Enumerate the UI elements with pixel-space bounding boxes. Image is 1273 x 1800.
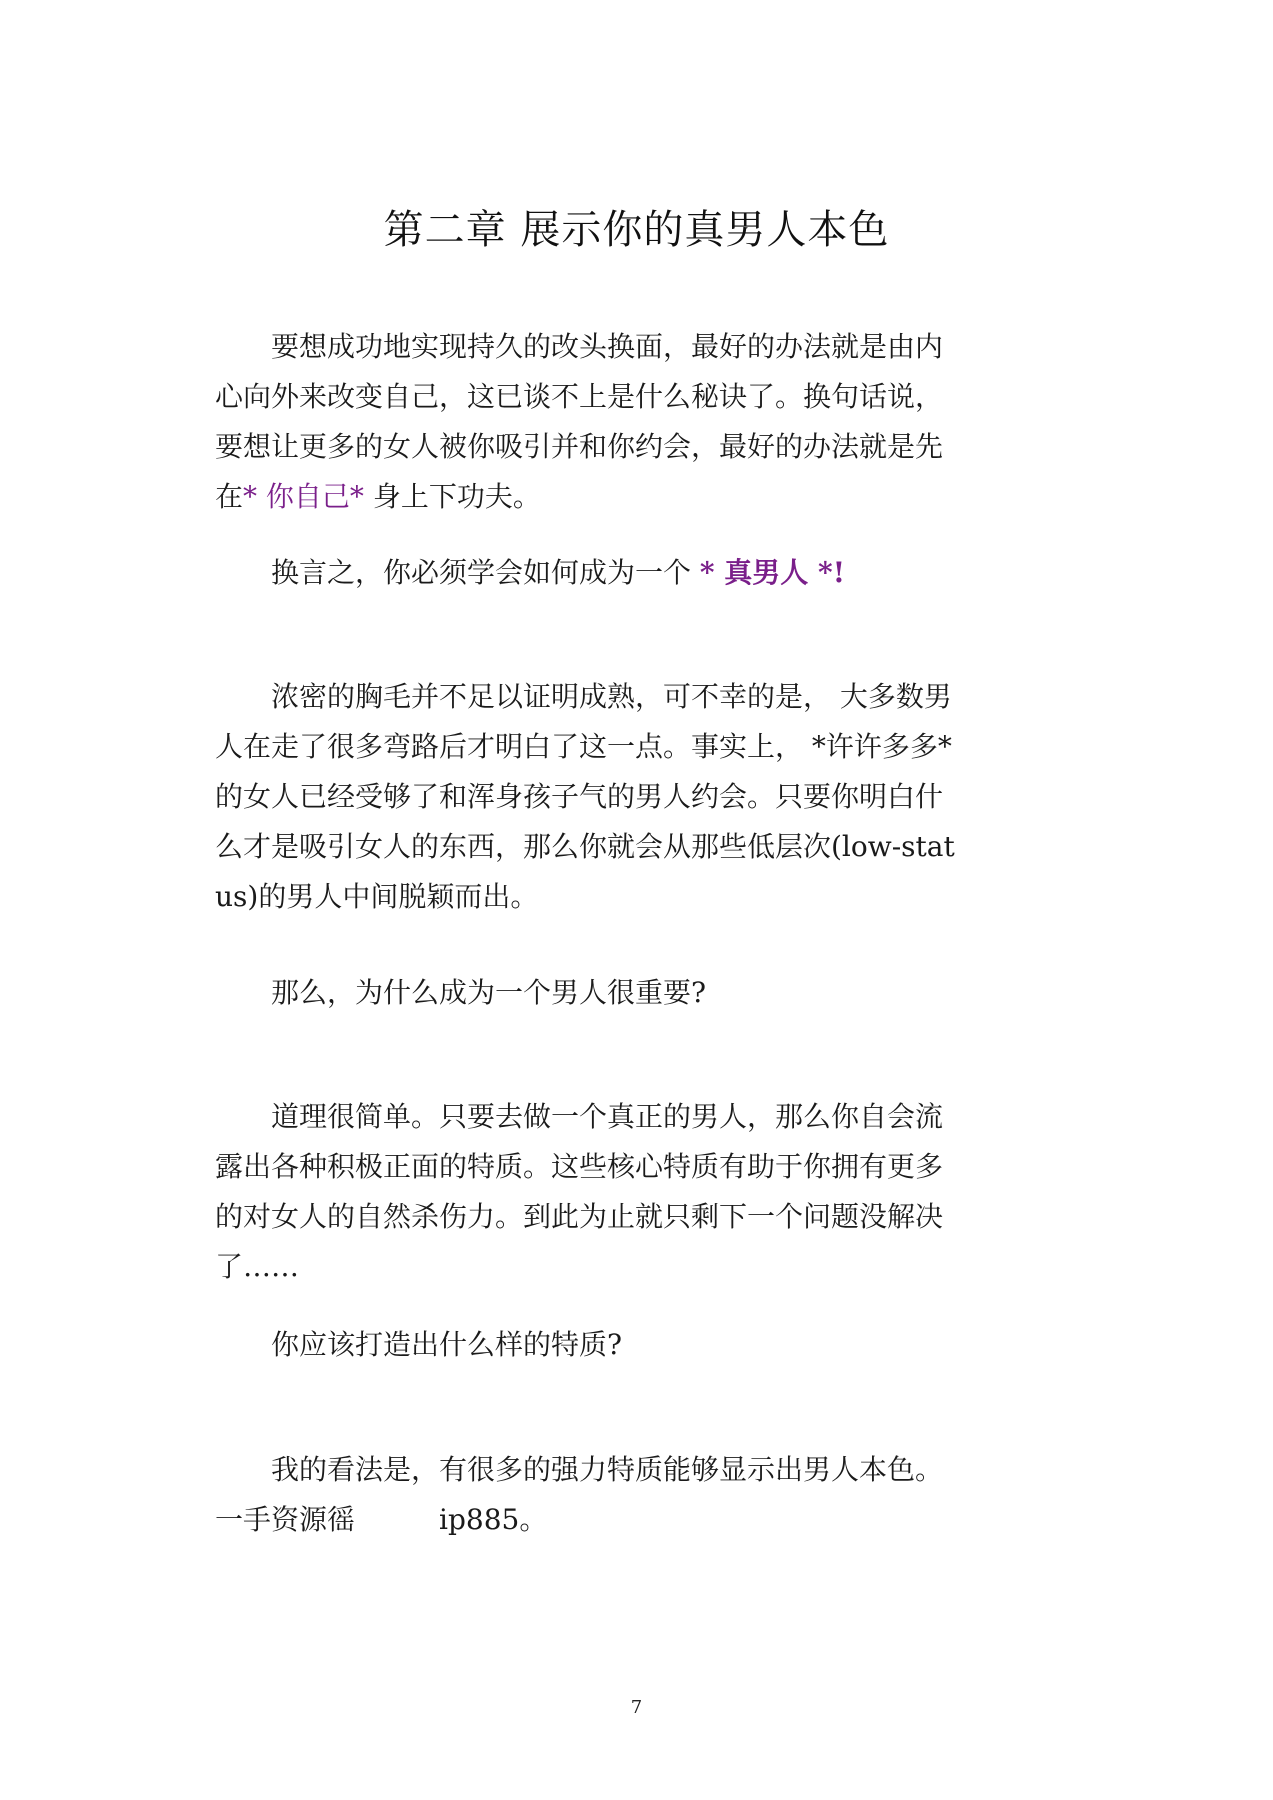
paragraph-2-text: 换言之，你必须学会如何成为一个 xyxy=(271,556,700,589)
paragraph-2-highlight: * 真男人 *! xyxy=(699,556,845,589)
paragraph-2 xyxy=(215,548,955,598)
page-number: 7 xyxy=(630,1697,643,1718)
paragraph-4: 那么，为什么成为一个男人很重要? xyxy=(271,976,707,1009)
paragraph-1-highlight: * 你自己* xyxy=(243,480,364,513)
paragraph-1-text-end: 身上下功夫。 xyxy=(363,480,541,513)
paragraph-7: 我的看法是，有很多的强力特质能够显示出男人本色。一手资源徭 ip885。 xyxy=(215,1453,944,1536)
paragraph-5: 道理很简单。只要去做一个真正的男人，那么你自会流露出各种积极正面的特质。这些核心特质有助于你拥有更多的对女人的自然杀伤力。到此为止就只剩下一个问题没解决了…… xyxy=(215,1100,944,1283)
paragraph-3: 浓密的胸毛并不足以证明成熟，可不幸的是， 大多数男人在走了很多弯路后才明白了这一点。事实上， *许许多多* 的女人已经受够了和浑身孩子气的男人约会。只要你明白什么才是吸引女人的东西，那么你就会从那些低层次(low-status)的男人中间脱颖而出。 xyxy=(215,680,955,913)
paragraph-1-text: 要想成功地实现持久的改头换面，最好的办法就是由内心向外来改变自己，这已谈不上是什么秘诀了。换句话说，要想让更多的女人被你吸引并和你约会，最好的办法就是先在 xyxy=(215,330,944,513)
paragraph-6: 你应该打造出什么样的特质? xyxy=(271,1328,623,1361)
chapter-title: 第二章 展示你的真男人本色 xyxy=(383,207,890,253)
paragraph-1 xyxy=(215,322,955,522)
